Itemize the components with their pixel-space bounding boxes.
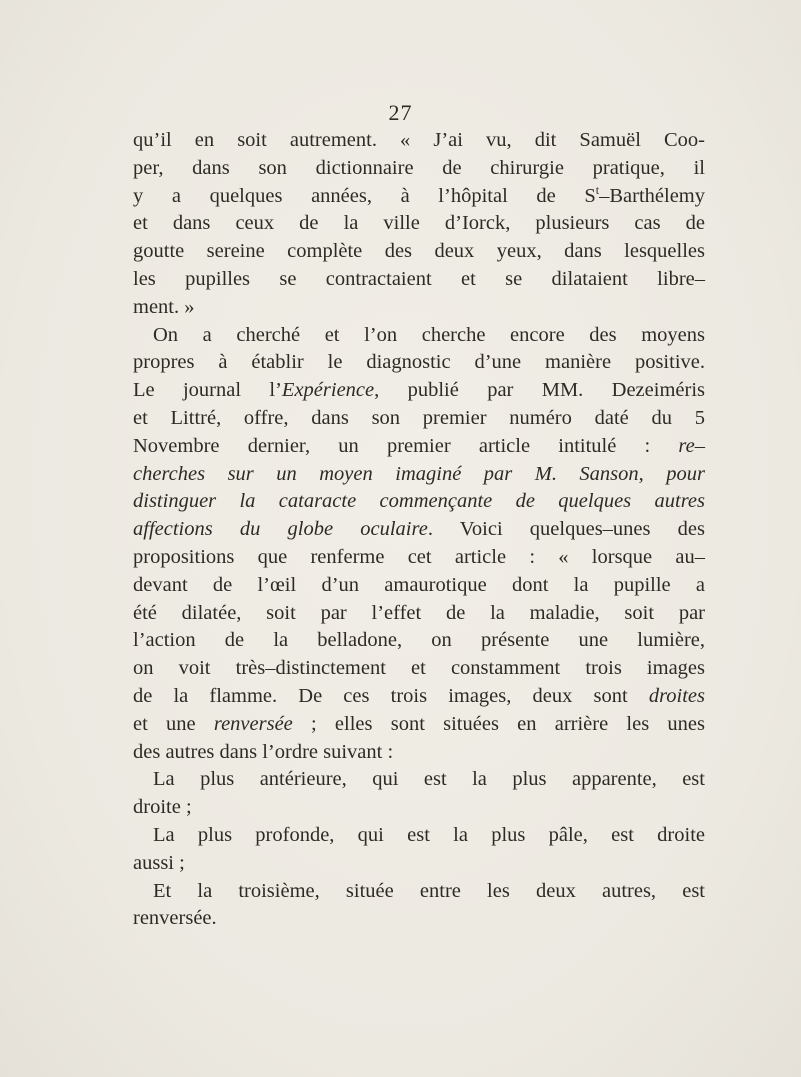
text-line [133, 238, 705, 266]
italic-text: cherches sur un moyen imaginé par M. Sanson, pour [133, 462, 705, 485]
italic-text: droites [648, 684, 705, 707]
text-run: de la flamme. De ces trois images, deux sont [133, 684, 649, 707]
text-run: Et la troisième, située entre les deux autres, est [153, 879, 705, 902]
text-line [133, 739, 705, 767]
text-run: propres à établir le diagnostic d’une manière positive. [133, 351, 705, 374]
text-run: ment. » [133, 295, 195, 318]
text-line [133, 433, 705, 461]
text-line [133, 377, 705, 405]
text-run: l’action de la belladone, on présente une lumière, [133, 629, 705, 652]
text-line [133, 349, 705, 377]
page-number: 27 [388, 100, 413, 125]
text-run: . Voici quelques–unes des [427, 518, 705, 541]
text-run: ; elles sont situées en arrière les unes [292, 712, 705, 735]
body-text [133, 127, 705, 933]
text-line [133, 655, 705, 683]
text-run: –Barthélemy [599, 184, 705, 207]
text-line [133, 127, 705, 155]
text-run: aussi ; [133, 851, 185, 874]
text-run: La plus profonde, qui est la plus pâle, est droite [153, 823, 705, 846]
text-run: goutte sereine complète des deux yeux, dans lesquelles [133, 240, 705, 263]
text-line [133, 600, 705, 628]
text-run: qu’il en soit autrement. « J’ai vu, dit Samuël Coo- [133, 129, 705, 151]
italic-text: distinguer la cataracte commençante de quelques autres [133, 490, 705, 513]
superscript: t [595, 182, 600, 197]
text-line [133, 210, 705, 238]
text-run: les pupilles se contractaient et se dilataient libre– [133, 267, 705, 290]
text-run: , publié par MM. Dezeiméris [374, 379, 705, 402]
text-line [133, 155, 705, 183]
text-line [133, 766, 705, 794]
text-line [133, 322, 705, 350]
text-line [133, 405, 705, 433]
text-run: y a quelques années, à l’hôpital de S [133, 184, 596, 207]
text-run: On a cherché et l’on cherche encore des moyens [153, 323, 705, 346]
text-run: été dilatée, soit par l’effet de la maladie, soit par [133, 601, 705, 624]
text-line [133, 711, 705, 739]
text-run: et une [133, 712, 214, 735]
text-run: Le journal l’ [133, 379, 282, 402]
text-line [133, 544, 705, 572]
text-run: propositions que renferme cet article : « lorsque au– [133, 545, 705, 568]
text-run: La plus antérieure, qui est la plus apparente, est [153, 768, 705, 791]
text-run: renversée. [133, 907, 217, 930]
text-run: on voit très–distinctement et constamment trois images [133, 657, 705, 680]
text-run: devant de l’œil d’un amaurotique dont la pupille a [133, 573, 705, 596]
text-line [133, 294, 705, 322]
text-line [133, 572, 705, 600]
italic-text: Expérience [281, 379, 375, 402]
text-line [133, 794, 705, 822]
text-line [133, 183, 705, 211]
text-line [133, 488, 705, 516]
text-run: droite ; [133, 796, 192, 819]
italic-text: renversée [213, 712, 293, 735]
text-line [133, 266, 705, 294]
text-line [133, 627, 705, 655]
text-line [133, 878, 705, 906]
text-line [133, 683, 705, 711]
text-run: et Littré, offre, dans son premier numéro daté du 5 [133, 406, 705, 429]
text-line [133, 461, 705, 489]
text-line [133, 822, 705, 850]
text-line [133, 850, 705, 878]
text-run: per, dans son dictionnaire de chirurgie pratique, il [133, 156, 705, 179]
text-line [133, 516, 705, 544]
text-run: et dans ceux de la ville d’Iorck, plusieurs cas de [133, 212, 705, 235]
italic-text: re– [678, 434, 705, 457]
text-run: des autres dans l’ordre suivant : [133, 740, 394, 763]
text-run: Novembre dernier, un premier article intitulé : [133, 434, 679, 457]
text-line [133, 905, 705, 933]
italic-text: affections du globe oculaire [133, 518, 428, 541]
